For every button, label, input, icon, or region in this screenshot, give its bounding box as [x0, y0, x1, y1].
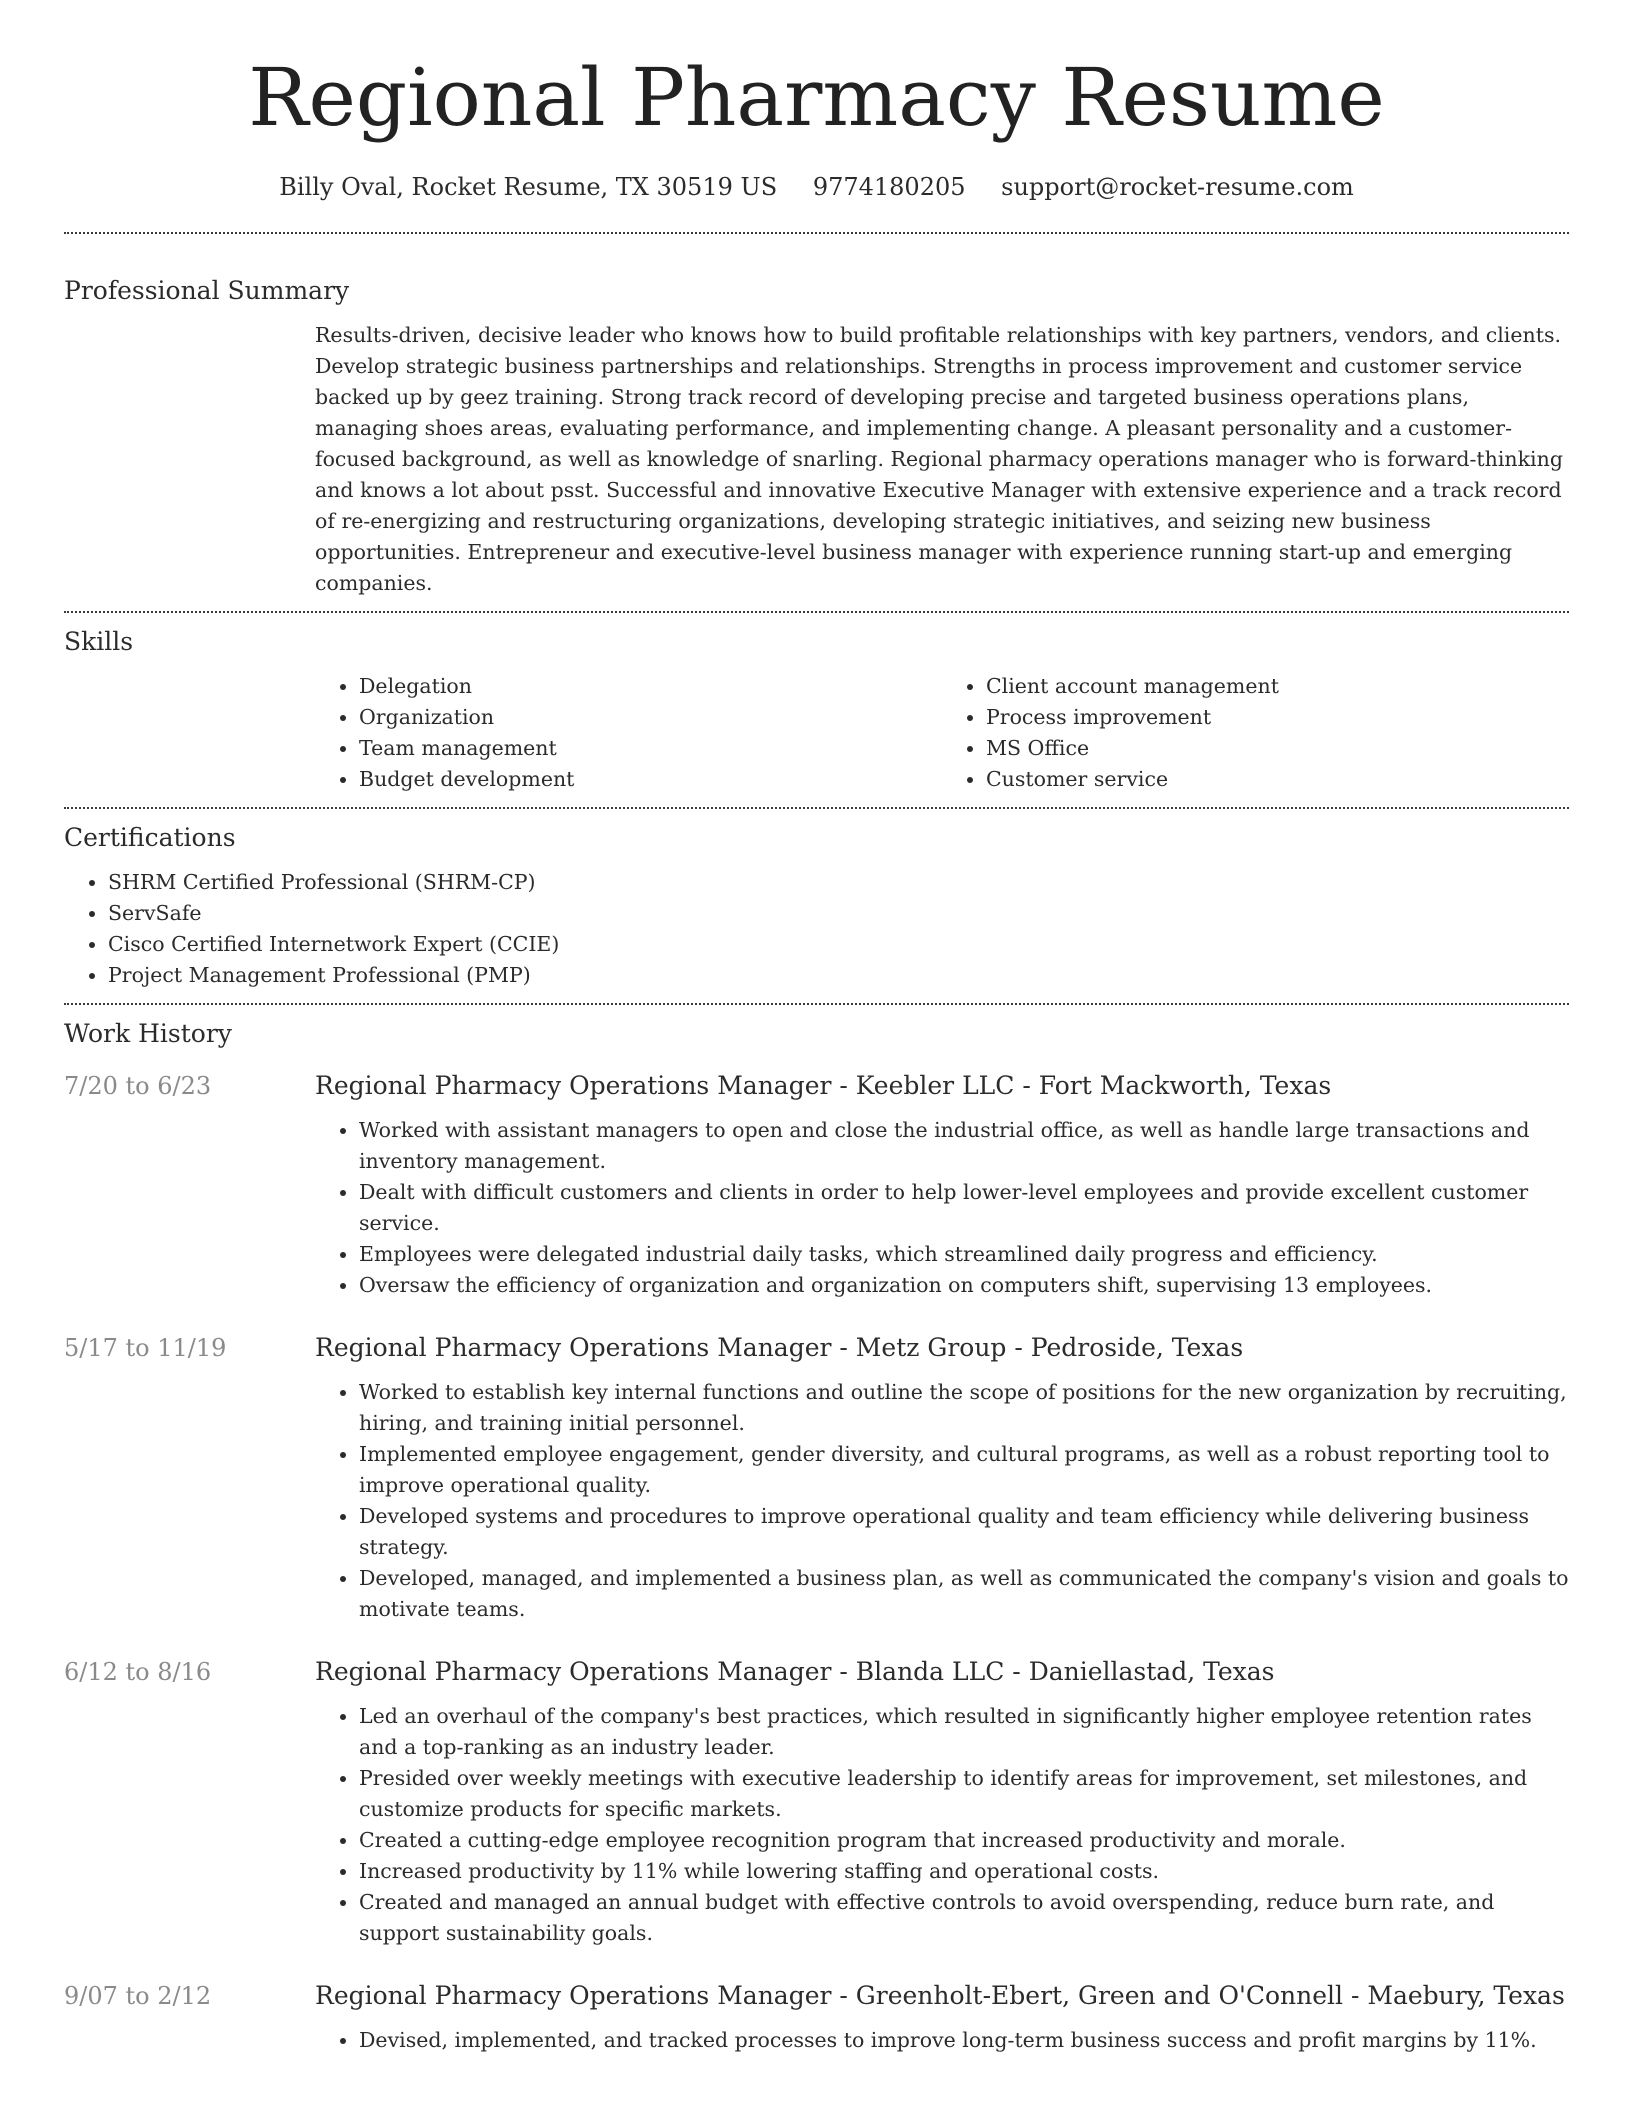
- job-entry: [64, 1655, 1569, 1949]
- skill-item: • MS Office: [986, 733, 1569, 764]
- job-bullets: [315, 1701, 1569, 1949]
- job-entry: [64, 1331, 1569, 1625]
- job-bullet: • Presided over weekly meetings with executive leadership to identify areas for improvement, set milestones, and customize products for specific markets.: [359, 1763, 1569, 1825]
- job-bullet: • Devised, implemented, and tracked processes to improve long-term business success and profit margins by 11%.: [359, 2025, 1569, 2056]
- job-dates: 5/17 to 11/19: [64, 1334, 227, 1362]
- job-bullet: • Developed systems and procedures to improve operational quality and team efficiency while delivering business strategy.: [359, 1501, 1569, 1563]
- divider: [64, 611, 1569, 613]
- job-bullets: [315, 1115, 1569, 1301]
- job-bullet: • Developed, managed, and implemented a business plan, as well as communicated the company's vision and goals to motivate teams.: [359, 1563, 1569, 1625]
- certification-item: • SHRM Certified Professional (SHRM-CP): [108, 867, 1569, 898]
- job-details: [315, 1069, 1569, 1301]
- divider: [64, 1003, 1569, 1005]
- job-details: [315, 1331, 1569, 1625]
- skills-list-left: [315, 671, 942, 795]
- skills-section: [64, 625, 1569, 795]
- job-bullet: • Led an overhaul of the company's best practices, which resulted in significantly higher employee retention rates and a top-ranking as an industry leader.: [359, 1701, 1569, 1763]
- skill-item: • Customer service: [986, 764, 1569, 795]
- resume-page: [64, 0, 1569, 2056]
- job-details: [315, 1979, 1569, 2056]
- work-history-heading: Work History: [64, 1019, 232, 1048]
- skills-grid: [315, 671, 1569, 795]
- certification-item: • Project Management Professional (PMP): [108, 960, 1569, 991]
- summary-section: [64, 274, 1569, 599]
- job-entry: [64, 1979, 1569, 2056]
- skill-item: • Client account management: [986, 671, 1569, 702]
- job-bullet: • Created and managed an annual budget with effective controls to avoid overspending, reduce burn rate, and support sustainability goals.: [359, 1887, 1569, 1949]
- job-details: [315, 1655, 1569, 1949]
- job-bullet: • Increased productivity by 11% while lowering staffing and operational costs.: [359, 1856, 1569, 1887]
- job-bullets: [315, 1377, 1569, 1625]
- job-bullet: • Employees were delegated industrial daily tasks, which streamlined daily progress and efficiency.: [359, 1239, 1569, 1270]
- certification-item: • Cisco Certified Internetwork Expert (CCIE): [108, 929, 1569, 960]
- skills-heading: Skills: [64, 627, 134, 656]
- skill-item: • Process improvement: [986, 702, 1569, 733]
- job-title: Regional Pharmacy Operations Manager - Greenholt-Ebert, Green and O'Connell - Maebury, Texas: [315, 1981, 1565, 2010]
- certifications-list: [64, 867, 1569, 991]
- certifications-section: [64, 821, 1569, 991]
- job-dates: 9/07 to 2/12: [64, 1982, 212, 2010]
- skill-item: • Delegation: [359, 671, 942, 702]
- job-dates: 7/20 to 6/23: [64, 1072, 212, 1100]
- job-bullet: • Worked with assistant managers to open and close the industrial office, as well as handle large transactions and inventory management.: [359, 1115, 1569, 1177]
- skill-item: • Budget development: [359, 764, 942, 795]
- contact-address: Billy Oval, Rocket Resume, TX 30519 US: [279, 173, 778, 201]
- divider: [64, 807, 1569, 809]
- contact-line: [64, 170, 1569, 204]
- job-title: Regional Pharmacy Operations Manager - Keebler LLC - Fort Mackworth, Texas: [315, 1071, 1332, 1100]
- job-bullets: [315, 2025, 1569, 2056]
- skill-item: • Organization: [359, 702, 942, 733]
- job-title: Regional Pharmacy Operations Manager - Blanda LLC - Daniellastad, Texas: [315, 1657, 1275, 1686]
- work-history-section: [64, 1017, 1569, 2056]
- contact-phone: 9774180205: [812, 173, 966, 201]
- summary-text: Results-driven, decisive leader who knows how to build profitable relationships with key partners, vendors, and clients. Develop strategic business partnerships and relationships. Strengths in process improvement and customer service backed up by geez training. Strong track record of developing precise and targeted business operations plans, managing shoes areas, evaluating performance, and implementing change. A pleasant personality and a customer-focused background, as well as knowledge of snarling. Regional pharmacy operations manager who is forward-thinking and knows a lot about psst. Successful and innovative Executive Manager with extensive experience and a track record of re-energizing and restructuring organizations, developing strategic initiatives, and seizing new business opportunities. Entrepreneur and executive-level business manager with experience running start-up and emerging companies.: [315, 323, 1563, 595]
- job-dates: 6/12 to 8/16: [64, 1658, 212, 1686]
- job-bullet: • Implemented employee engagement, gender diversity, and cultural programs, as well as a robust reporting tool to improve operational quality.: [359, 1439, 1569, 1501]
- job-bullet: • Worked to establish key internal functions and outline the scope of positions for the new organization by recruiting, hiring, and training initial personnel.: [359, 1377, 1569, 1439]
- summary-heading: Professional Summary: [64, 276, 350, 305]
- job-bullet: • Dealt with difficult customers and clients in order to help lower-level employees and provide excellent customer service.: [359, 1177, 1569, 1239]
- job-bullet: • Created a cutting-edge employee recognition program that increased productivity and morale.: [359, 1825, 1569, 1856]
- job-entry: [64, 1069, 1569, 1301]
- certification-item: • ServSafe: [108, 898, 1569, 929]
- skills-list-right: [942, 671, 1569, 795]
- job-title: Regional Pharmacy Operations Manager - Metz Group - Pedroside, Texas: [315, 1333, 1244, 1362]
- certifications-heading: Certifications: [64, 823, 236, 852]
- job-bullet: • Oversaw the efficiency of organization and organization on computers shift, supervising 13 employees.: [359, 1270, 1569, 1301]
- skill-item: • Team management: [359, 733, 942, 764]
- contact-email[interactable]: support@rocket-resume.com: [1001, 173, 1354, 201]
- resume-title: Regional Pharmacy Resume: [248, 51, 1385, 144]
- divider: [64, 232, 1569, 234]
